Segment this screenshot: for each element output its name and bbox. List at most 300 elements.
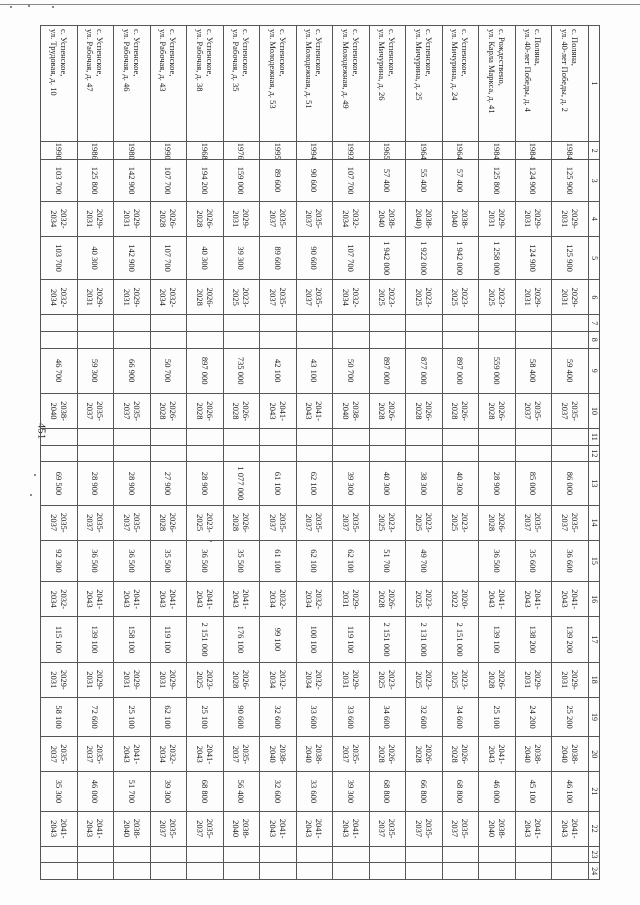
table-cell	[296, 315, 333, 332]
table-cell: 2032- 2034	[333, 201, 370, 236]
table-cell: 2023- 2025	[406, 280, 443, 315]
table-cell	[369, 429, 406, 446]
table-cell: 176 100	[223, 617, 260, 662]
table-cell: 2026- 2028	[150, 393, 187, 428]
table-cell	[41, 863, 78, 880]
table-cell	[77, 331, 114, 348]
table-cell: 50 700	[150, 348, 187, 393]
table-row	[114, 26, 151, 880]
table-cell: 103 700	[41, 160, 78, 201]
table-cell	[406, 863, 443, 880]
table-cell: 2026- 2028	[187, 201, 224, 236]
table-cell: 46 000	[77, 772, 114, 811]
table-cell: 2041- 2043	[150, 582, 187, 617]
table-cell: 2041- 2043	[479, 582, 516, 617]
table-cell	[260, 331, 297, 348]
table-cell	[41, 846, 78, 863]
table-cell: 36 500	[479, 540, 516, 581]
table-cell: 142 900	[114, 160, 151, 201]
table-cell: 34 600	[442, 697, 479, 736]
table-cell: 99 100	[260, 617, 297, 662]
table-cell: 25 100	[114, 697, 151, 736]
table-cell	[223, 331, 260, 348]
table-cell: 2035- 2037	[187, 811, 224, 846]
table-cell: 2026- 2028	[223, 662, 260, 697]
table-cell: 27 900	[150, 462, 187, 505]
address-cell: с. Успенское, ул. Рабочая, д. 38	[187, 26, 224, 142]
table-cell: 2032- 2034	[296, 582, 333, 617]
table-cell: 2023- 2025	[479, 280, 516, 315]
table-cell: 2032- 2034	[150, 280, 187, 315]
table-cell	[114, 445, 151, 462]
table-cell: 2026- 2028	[406, 737, 443, 772]
table-cell: 90 600	[296, 160, 333, 201]
table-cell	[479, 315, 516, 332]
table-cell: 2032- 2034	[41, 582, 78, 617]
table-cell: 2026- 2028	[150, 505, 187, 540]
table-cell: 2038- 2040	[479, 811, 516, 846]
table-cell: 124 900	[515, 236, 552, 279]
table-cell: 2029- 2031	[515, 280, 552, 315]
table-cell: 61 100	[260, 462, 297, 505]
table-row	[442, 26, 479, 880]
table-row	[479, 26, 516, 880]
table-cell	[406, 315, 443, 332]
table-cell: 1984	[552, 141, 589, 160]
table-cell: 2041- 2043	[187, 582, 224, 617]
table-cell: 46 700	[41, 348, 78, 393]
table-cell	[260, 445, 297, 462]
table-cell: 92 300	[41, 540, 78, 581]
table-cell: 2038- 2040	[41, 393, 78, 428]
table-cell: 2026- 2028	[479, 393, 516, 428]
table-cell	[223, 863, 260, 880]
table-cell: 58 400	[515, 348, 552, 393]
table-cell: 90 600	[223, 697, 260, 736]
table-cell	[552, 445, 589, 462]
table-cell: 2029- 2031	[333, 662, 370, 697]
table-cell: 2041- 2043	[114, 737, 151, 772]
address-cell: с. Успенское, ул. Рабочая, д. 35	[223, 26, 260, 142]
address-cell: с. Поляна, ул. 40-лет Победы, д. 4	[515, 26, 552, 142]
table-cell	[260, 429, 297, 446]
table-cell	[114, 846, 151, 863]
table-cell: 138 200	[515, 617, 552, 662]
table-cell: 2035- 2037	[296, 201, 333, 236]
table-cell: 139 100	[479, 617, 516, 662]
table-cell	[442, 331, 479, 348]
address-cell: с. Успенское, ул. Трудовая, д. 10	[41, 26, 78, 142]
table-cell: 1980	[114, 141, 151, 160]
table-cell: 86 000	[552, 462, 589, 505]
table-cell: 2029- 2031	[114, 280, 151, 315]
table-cell	[369, 445, 406, 462]
address-cell: с. Рождествено, ул. Карла Маркса, д. 41	[479, 26, 516, 142]
table-cell: 194 200	[187, 160, 224, 201]
table-cell: 125 800	[479, 160, 516, 201]
table-cell: 2 131 000	[406, 617, 443, 662]
table-cell	[77, 445, 114, 462]
table-cell	[552, 429, 589, 446]
table-cell: 2029- 2031	[515, 662, 552, 697]
table-cell	[150, 429, 187, 446]
table-cell: 2029- 2031	[77, 201, 114, 236]
table-cell: 72 600	[77, 697, 114, 736]
table-cell: 2023- 2025	[406, 505, 443, 540]
table-cell: 89 600	[260, 160, 297, 201]
table-cell	[406, 331, 443, 348]
table-cell	[406, 846, 443, 863]
table-cell: 2026- 2028	[369, 737, 406, 772]
table-cell: 2029- 2031	[552, 662, 589, 697]
table-cell: 2035- 2037	[77, 737, 114, 772]
table-cell: 2029- 2031	[515, 201, 552, 236]
address-cell: с. Успенское, ул. Мичурина, д. 25	[406, 26, 443, 142]
scan-speck	[28, 5, 30, 7]
table-cell	[333, 429, 370, 446]
table-cell: 107 700	[150, 160, 187, 201]
table-cell	[479, 846, 516, 863]
table-cell: 897 000	[442, 348, 479, 393]
table-cell	[552, 863, 589, 880]
table-cell: 2035- 2037	[41, 737, 78, 772]
table-cell	[296, 846, 333, 863]
table-cell: 2035- 2037	[296, 280, 333, 315]
table-cell: 119 100	[333, 617, 370, 662]
table-cell: 1990	[150, 141, 187, 160]
table-cell	[442, 863, 479, 880]
table-cell	[333, 331, 370, 348]
table-cell: 1993	[333, 141, 370, 160]
table-cell: 2023- 2025	[442, 280, 479, 315]
table-cell: 2035- 2037	[260, 201, 297, 236]
table-cell: 85 000	[515, 462, 552, 505]
table-cell	[479, 429, 516, 446]
table-cell: 49 700	[406, 540, 443, 581]
table-cell	[114, 429, 151, 446]
table-cell: 2041- 2043	[552, 811, 589, 846]
table-cell: 2026- 2028	[150, 201, 187, 236]
table-cell: 1 942 000	[369, 236, 406, 279]
table-cell: 1964	[442, 141, 479, 160]
table-cell: 39 300	[333, 462, 370, 505]
table-cell: 62 100	[296, 462, 333, 505]
table-cell: 1 258 000	[479, 236, 516, 279]
table-cell: 66 900	[114, 348, 151, 393]
table-cell: 2041- 2043	[77, 811, 114, 846]
table-cell: 2029- 2031	[41, 662, 78, 697]
table-cell: 33 600	[296, 697, 333, 736]
table-cell: 2 151 000	[187, 617, 224, 662]
table-cell	[369, 331, 406, 348]
table-cell: 45 100	[515, 772, 552, 811]
table-cell	[515, 846, 552, 863]
table-cell: 62 100	[150, 697, 187, 736]
table-cell: 559 000	[479, 348, 516, 393]
table-cell	[442, 315, 479, 332]
table-cell	[41, 445, 78, 462]
table-cell: 2041- 2043	[333, 811, 370, 846]
column-number: 15	[588, 540, 599, 581]
table-cell: 59 400	[552, 348, 589, 393]
table-cell: 2029- 2031	[552, 280, 589, 315]
table-cell: 1990	[41, 141, 78, 160]
table-cell	[260, 846, 297, 863]
address-cell: с. Поляна, ул. 40-лет Победы, д. 2	[552, 26, 589, 142]
table-cell	[187, 315, 224, 332]
table-cell: 2029- 2031	[479, 201, 516, 236]
table-cell: 28 900	[114, 462, 151, 505]
scan-edge-line	[0, 4, 640, 5]
table-cell	[296, 863, 333, 880]
table-cell: 897 000	[369, 348, 406, 393]
table-cell	[552, 846, 589, 863]
table-cell: 2035- 2037	[77, 505, 114, 540]
table-cell: 735 000	[223, 348, 260, 393]
table-cell: 28 900	[479, 462, 516, 505]
column-number: 9	[588, 348, 599, 393]
table-cell: 2023- 2025	[187, 505, 224, 540]
table-cell	[223, 315, 260, 332]
table-cell	[479, 445, 516, 462]
table-cell: 36 600	[552, 540, 589, 581]
table-cell: 58 100	[41, 697, 78, 736]
table-cell	[333, 315, 370, 332]
table-cell: 56 400	[223, 772, 260, 811]
column-number: 3	[588, 160, 599, 201]
table-cell: 2041- 2043	[260, 393, 297, 428]
table-cell: 68 800	[187, 772, 224, 811]
table-cell: 1994	[296, 141, 333, 160]
column-number: 13	[588, 462, 599, 505]
table-cell: 2041- 2043	[479, 737, 516, 772]
table-cell: 2029- 2031	[77, 280, 114, 315]
table-cell: 2029- 2031	[223, 201, 260, 236]
table-cell: 32 600	[260, 772, 297, 811]
table-cell: 2032- 2034	[333, 280, 370, 315]
table-cell: 25 200	[552, 697, 589, 736]
table-cell: 51 700	[369, 540, 406, 581]
table-cell: 158 100	[114, 617, 151, 662]
table-cell: 2035- 2037	[333, 505, 370, 540]
table-cell: 2032- 2034	[260, 582, 297, 617]
table-cell: 2029- 2031	[552, 201, 589, 236]
table-cell: 107 700	[333, 160, 370, 201]
table-cell: 32 600	[406, 697, 443, 736]
table-cell	[150, 846, 187, 863]
table-cell	[187, 429, 224, 446]
table-cell	[77, 846, 114, 863]
table-cell: 1986	[77, 141, 114, 160]
table-row	[150, 26, 187, 880]
table-cell: 89 600	[260, 236, 297, 279]
table-cell: 33 600	[333, 697, 370, 736]
column-number: 22	[588, 811, 599, 846]
table-cell: 39 300	[333, 772, 370, 811]
table-cell: 40 300	[187, 236, 224, 279]
table-cell: 119 100	[150, 617, 187, 662]
table-cell: 115 100	[41, 617, 78, 662]
table-cell: 2023- 2025	[442, 662, 479, 697]
table-row	[187, 26, 224, 880]
table-cell	[442, 540, 479, 581]
address-cell: с. Успенское, ул. Рабочая, д. 46	[114, 26, 151, 142]
table-cell: 39 300	[223, 236, 260, 279]
rotated-table-container	[40, 25, 600, 880]
column-number: 10	[588, 393, 599, 428]
table-cell	[114, 315, 151, 332]
table-cell: 55 400	[406, 160, 443, 201]
table-row	[333, 26, 370, 880]
table-cell	[260, 315, 297, 332]
table-cell	[223, 429, 260, 446]
table-cell: 57 400	[442, 160, 479, 201]
table-cell: 2041- 2043	[41, 811, 78, 846]
table-cell: 1984	[515, 141, 552, 160]
table-cell: 35 300	[41, 772, 78, 811]
table-cell	[223, 445, 260, 462]
table-cell: 100 100	[296, 617, 333, 662]
table-cell	[515, 863, 552, 880]
table-cell: 2029- 2031	[333, 582, 370, 617]
table-cell: 2035- 2037	[333, 737, 370, 772]
table-cell: 2038- 2040)	[406, 201, 443, 236]
table-cell: 28 900	[77, 462, 114, 505]
table-cell	[77, 863, 114, 880]
table-cell	[187, 846, 224, 863]
table-row	[552, 26, 589, 880]
address-cell: с. Успенское, ул. Рабочая, д. 43	[150, 26, 187, 142]
table-cell	[369, 863, 406, 880]
table-cell: 107 700	[150, 236, 187, 279]
table-cell: 40 300	[369, 462, 406, 505]
table-cell: 35 500	[223, 540, 260, 581]
table-row	[77, 26, 114, 880]
scan-speck	[34, 474, 36, 476]
data-table	[40, 25, 600, 880]
table-cell: 2041- 2043	[296, 393, 333, 428]
table-cell: 2035- 2037	[77, 393, 114, 428]
table-cell: 1 922 000	[406, 236, 443, 279]
table-cell: 35 500	[150, 540, 187, 581]
table-body	[41, 26, 600, 880]
table-cell: 28 900	[187, 462, 224, 505]
table-cell: 2038- 2040	[296, 737, 333, 772]
table-cell: 50 700	[333, 348, 370, 393]
scan-speck	[30, 494, 32, 496]
table-cell: 2032- 2034	[41, 201, 78, 236]
table-cell: 2035- 2037	[223, 737, 260, 772]
table-cell: 2026- 2028	[442, 737, 479, 772]
table-row	[296, 26, 333, 880]
table-cell: 2041- 2043	[223, 582, 260, 617]
table-cell: 2023- 2025	[223, 280, 260, 315]
table-cell: 2029- 2031	[114, 201, 151, 236]
table-cell: 24 200	[515, 697, 552, 736]
table-cell: 36 500	[187, 540, 224, 581]
table-cell: 40 300	[77, 236, 114, 279]
table-cell: 61 100	[260, 540, 297, 581]
table-cell	[41, 429, 78, 446]
address-cell: с. Успенское, ул. Молодежная, д. 49	[333, 26, 370, 142]
table-cell: 2026- 2028	[187, 393, 224, 428]
table-cell: 2041- 2043	[114, 582, 151, 617]
table-cell: 2026- 2028	[442, 393, 479, 428]
table-cell	[150, 445, 187, 462]
table-cell	[41, 315, 78, 332]
table-cell: 2026- 2028	[479, 505, 516, 540]
column-number: 5	[588, 236, 599, 279]
table-cell: 43 100	[296, 348, 333, 393]
table-cell: 103 700	[41, 236, 78, 279]
scan-speck	[52, 6, 54, 8]
table-cell	[296, 429, 333, 446]
table-cell	[333, 846, 370, 863]
table-cell: 2035- 2037	[515, 505, 552, 540]
table-cell: 2035- 2037	[260, 280, 297, 315]
table-cell	[114, 331, 151, 348]
table-cell: 1 942 000	[442, 236, 479, 279]
table-cell: 59 300	[77, 348, 114, 393]
table-cell: 2035- 2037	[552, 505, 589, 540]
table-cell: 125 900	[552, 236, 589, 279]
table-cell: 2038- 2040	[223, 811, 260, 846]
table-cell: 2035- 2037	[515, 393, 552, 428]
table-cell: 2026- 2028	[187, 280, 224, 315]
table-cell	[187, 863, 224, 880]
table-cell	[187, 445, 224, 462]
table-cell: 90 600	[296, 236, 333, 279]
table-cell: 68 800	[369, 772, 406, 811]
table-cell: 2020- 2022	[442, 582, 479, 617]
table-cell: 2023- 2025	[369, 280, 406, 315]
table-cell: 40 300	[442, 462, 479, 505]
table-cell: 34 600	[369, 697, 406, 736]
table-row	[406, 26, 443, 880]
column-number: 8	[588, 331, 599, 348]
table-cell: 125 900	[552, 160, 589, 201]
table-cell: 2026- 2028	[406, 393, 443, 428]
table-cell	[515, 445, 552, 462]
table-cell: 46 100	[552, 772, 589, 811]
table-cell: 62 100	[333, 540, 370, 581]
column-number-row	[588, 26, 599, 880]
column-number: 7	[588, 315, 599, 332]
table-cell: 35 600	[515, 540, 552, 581]
table-cell: 2023- 2025	[406, 662, 443, 697]
table-cell: 159 000	[223, 160, 260, 201]
table-cell: 2026- 2028	[223, 393, 260, 428]
table-cell: 1 077 000	[223, 462, 260, 505]
table-cell: 107 700	[333, 236, 370, 279]
column-number: 4	[588, 201, 599, 236]
table-cell: 62 100	[296, 540, 333, 581]
table-cell	[77, 315, 114, 332]
table-cell: 2038- 2040	[442, 201, 479, 236]
table-cell: 2023- 2025	[187, 662, 224, 697]
table-cell: 2032- 2034	[41, 280, 78, 315]
table-cell: 2035- 2037	[552, 393, 589, 428]
table-cell: 2041- 2043	[515, 811, 552, 846]
table-cell	[150, 863, 187, 880]
table-cell	[406, 445, 443, 462]
table-cell	[442, 445, 479, 462]
table-cell: 57 400	[369, 160, 406, 201]
table-cell: 2035- 2037	[41, 505, 78, 540]
table-cell	[515, 331, 552, 348]
column-number: 24	[588, 863, 599, 880]
table-cell: 1984	[479, 141, 516, 160]
